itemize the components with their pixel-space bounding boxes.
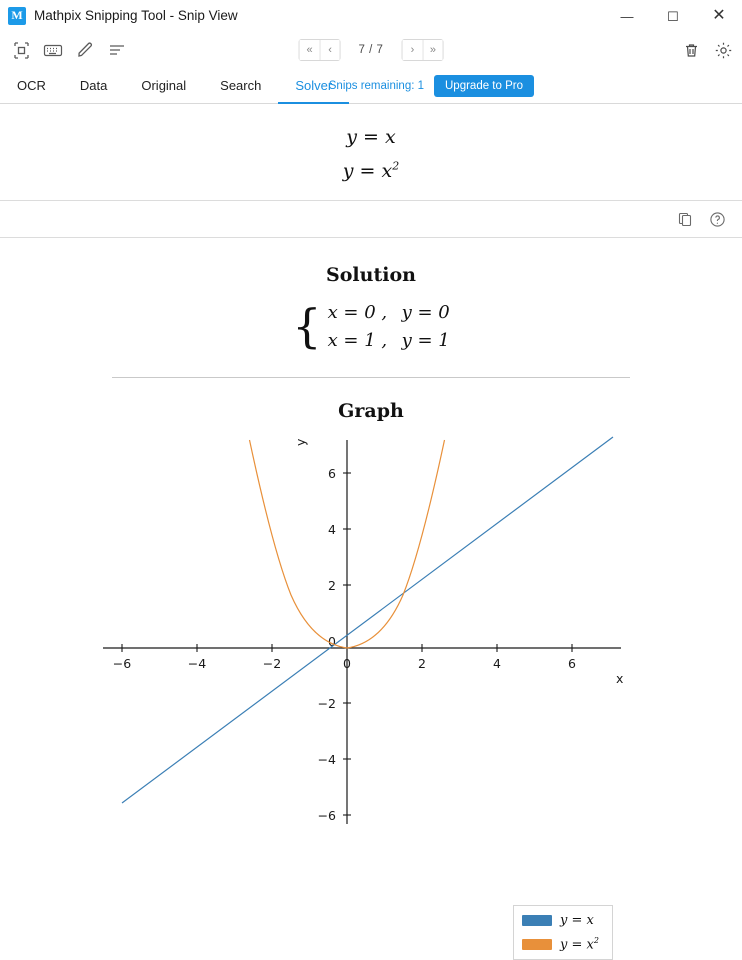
solution-x-1: x = 0 , [327,302,388,323]
equation-panel [0,104,742,201]
table-row [328,302,450,323]
svg-text:6: 6 [328,466,336,481]
window-title: Mathpix Snipping Tool - Snip View [34,8,238,23]
keyboard-icon[interactable] [38,36,68,64]
pen-icon[interactable] [70,36,100,64]
graph-plot [0,428,742,828]
legend-label-linear [560,913,594,928]
eq2-lhs: y [342,160,354,182]
app-logo-icon: M [8,7,26,25]
copy-icon[interactable] [674,208,696,230]
svg-text:−4: −4 [317,752,336,767]
table-row [328,330,450,351]
eq1-equals: = [363,125,379,148]
solution-system [292,298,450,353]
upgrade-to-pro-button[interactable]: Upgrade to Pro [434,75,534,97]
solution-title: Solution [326,264,416,286]
svg-text:−6: −6 [317,808,336,823]
svg-text:4: 4 [493,656,501,671]
gear-icon[interactable] [710,37,736,63]
x-tick-labels [113,656,576,671]
legend-parabola-text: y = x [560,937,594,953]
minimize-icon[interactable]: — [620,8,634,24]
solution-y-2: y = 1 [401,330,450,351]
prev-page-button[interactable]: ‹ [320,40,340,60]
legend-item-linear [522,913,604,928]
left-brace: { [292,298,322,353]
toolbar-icon-group [6,36,132,64]
tab-bar [0,68,742,104]
legend-swatch-parabola [522,939,552,950]
solution-body [0,298,742,353]
eq2-rhs: x [381,160,393,182]
section-divider [112,377,630,378]
legend-parabola-exponent: 2 [593,936,599,945]
solution-y-1: y = 0 [401,302,450,323]
series-line-linear [122,437,613,803]
legend [513,905,613,960]
equation-line-2 [343,154,399,188]
tab-ocr[interactable]: OCR [17,77,46,93]
svg-text:−6: −6 [112,656,132,671]
next-page-button[interactable]: › [402,40,422,60]
eq2-exponent: 2 [392,159,400,173]
legend-swatch-linear [522,915,552,926]
results-area [0,238,742,422]
action-strip [0,201,742,238]
svg-text:2: 2 [328,578,336,593]
svg-text:2: 2 [418,656,426,671]
title-bar [0,0,742,32]
page-counter: 7 / 7 [358,44,384,56]
svg-text:−2: −2 [262,656,282,671]
svg-text:0: 0 [328,634,336,649]
legend-linear-text: y = x [560,913,594,928]
svg-text:−2: −2 [317,696,336,711]
trash-icon[interactable] [678,37,704,63]
toolbar-right-icons [678,37,736,63]
svg-text:−4: −4 [187,656,207,671]
tab-data[interactable]: Data [79,77,108,93]
legend-item-parabola [522,936,604,952]
svg-text:4: 4 [328,522,336,537]
toolbar [0,32,742,68]
page-navigation [299,39,444,61]
eq1-lhs: y [346,125,357,148]
tab-solver[interactable]: Solver [278,68,349,104]
eq1-rhs: x [385,125,396,148]
close-icon[interactable]: ✕ [712,7,726,24]
tab-original[interactable]: Original [141,77,187,93]
svg-text:6: 6 [568,656,576,671]
legend-label-parabola [560,936,599,952]
solution-rows [328,302,450,351]
upgrade-zone [329,68,742,104]
x-axis-label: x [616,671,624,686]
prev-nav-group [299,39,341,61]
graph-title: Graph [338,400,404,422]
next-nav-group [401,39,443,61]
snip-icon[interactable] [6,36,36,64]
list-icon[interactable] [102,36,132,64]
equation-line-1 [346,120,395,154]
eq2-equals: = [359,160,376,182]
first-page-button[interactable]: « [300,40,320,60]
last-page-button[interactable]: » [422,40,442,60]
graph-area [0,428,742,953]
tab-search[interactable]: Search [220,77,262,93]
solution-x-2: x = 1 , [327,330,388,351]
window-controls [604,0,742,32]
help-icon[interactable] [706,208,728,230]
maximize-icon[interactable]: ☐ [667,8,679,24]
snips-remaining-label: Snips remaining: 1 [328,80,424,92]
svg-text:0: 0 [343,656,351,671]
y-axis-label: y [293,438,308,446]
